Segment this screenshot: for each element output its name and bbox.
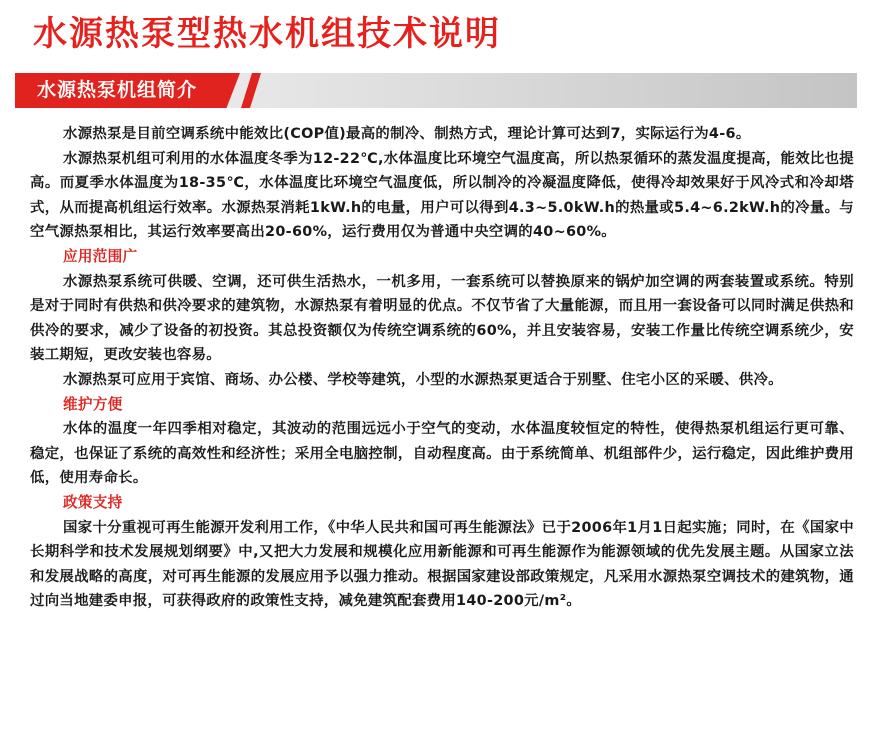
application-paragraph: 水源热泵可应用于宾馆、商场、办公楼、学校等建筑，小型的水源热泵更适合于别墅、住宅小区的采暖、供冷。	[63, 371, 783, 388]
banner-title: 水源热泵机组简介	[37, 79, 198, 101]
intro-paragraph: 水源热泵机组可利用的水体温度冬季为12-22℃,水体温度比环境空气温度高，所以热泵循环的蒸发温度提高，能效比也提高。而夏季水体温度为18-35℃，水体温度比环境空气温度低，所以制冷的冷凝温度降低，使得冷却效果好于风冷式和冷却塔式，从而提高机组运行效率。水源热泵消耗1kW.h的电量，用户可以得到4.3~5.0kW.h的热量或5.4~6.2kW.h的冷量。与空气源热泵相比，其运行效率要高出20-60%，运行费用仅为普通中央空调的40~60%。	[30, 150, 854, 241]
maintenance-heading: 维护方便	[63, 395, 123, 413]
application-heading: 应用范围广	[63, 247, 138, 265]
policy-paragraph: 国家十分重视可再生能源开发利用工作，《中华人民共和国可再生能源法》已于2006年1月1日起实施；同时，在《国家中长期科学和技术发展规划纲要》中,又把大力发展和规模化应用新能源和可再生能源作为能源领域的优先发展主题。从国家立法和发展战略的高度，对可再生能源的发展应用予以强力推动。根据国家建设部政策规定，凡采用水源热泵空调技术的建筑物，通过向当地建委申报，可获得政府的政策性支持，减免建筑配套费用140-200元/m²。	[30, 519, 854, 610]
maintenance-paragraph: 水体的温度一年四季相对稳定，其波动的范围远远小于空气的变动，水体温度较恒定的特性，使得热泵机组运行更可靠、稳定，也保证了系统的高效性和经济性；采用全电脑控制，自动程度高。由于系统简单、机组部件少，运行稳定，因此维护费用低，使用寿命长。	[30, 421, 854, 487]
article-body	[30, 122, 854, 614]
intro-paragraph: 水源热泵是目前空调系统中能效比(COP值)最高的制冷、制热方式，理论计算可达到7，实际运行为4-6。	[63, 126, 751, 142]
policy-heading: 政策支持	[63, 493, 123, 511]
application-paragraph: 水源热泵系统可供暖、空调，还可供生活热水，一机多用，一套系统可以替换原来的锅炉加空调的两套装置或系统。特别是对于同时有供热和供冷要求的建筑物，水源热泵有着明显的优点。不仅节省了大量能源，而且用一套设备可以同时满足供热和供冷的要求，减少了设备的初投资。其总投资额仅为传统空调系统的60%，并且安装容易，安装工作量比传统空调系统少，安装工期短，更改安装也容易。	[30, 273, 854, 364]
page-title: 水源热泵型热水机组技术说明	[33, 14, 501, 54]
section-banner	[15, 73, 857, 108]
